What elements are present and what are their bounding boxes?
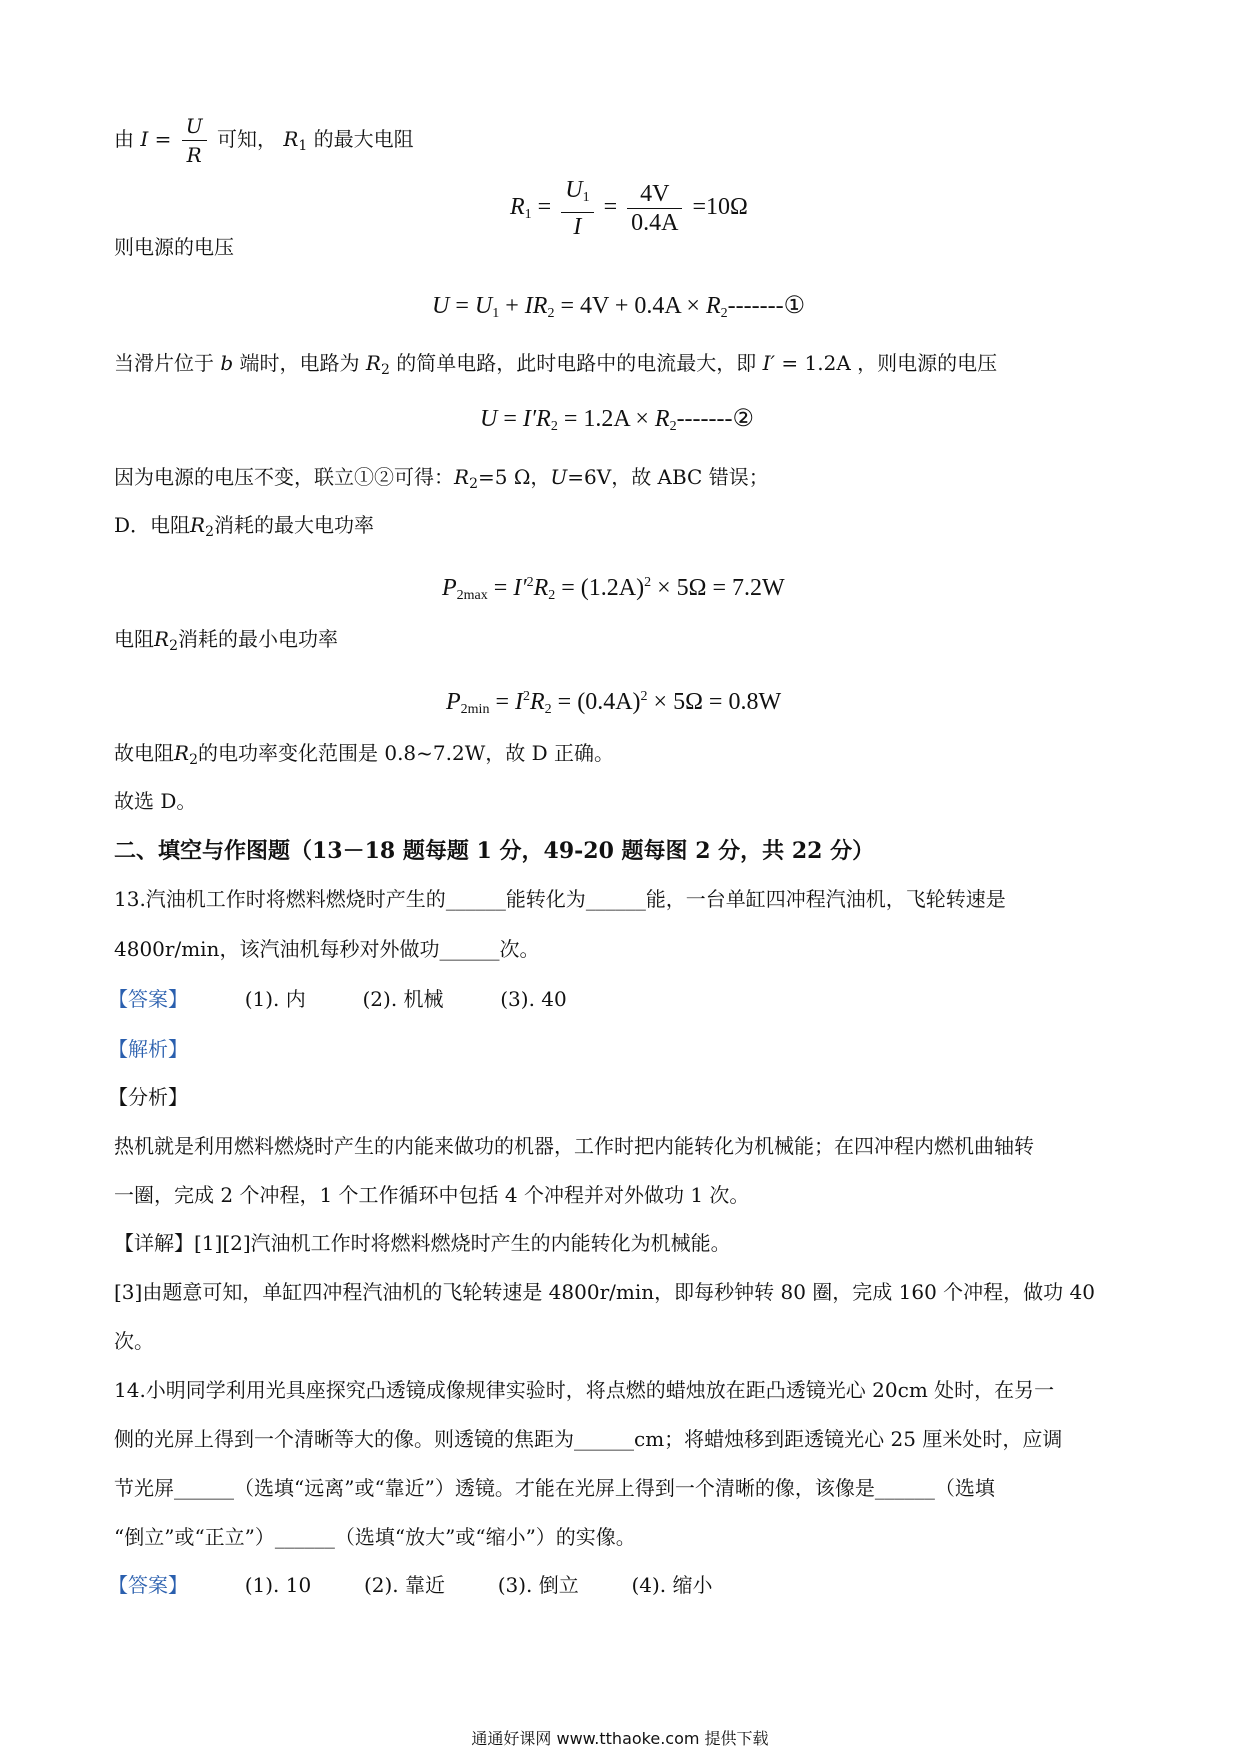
symbol: I bbox=[140, 127, 149, 151]
question-13-line-1 bbox=[114, 884, 1006, 914]
subscript: 2 bbox=[189, 752, 198, 768]
text-line-7 bbox=[114, 738, 614, 775]
blank: ______ bbox=[274, 1525, 335, 1549]
subscript: 2 bbox=[548, 588, 556, 603]
fraction bbox=[627, 180, 682, 237]
blank: ______ bbox=[445, 887, 506, 911]
text: 当滑片位于 bbox=[114, 351, 214, 375]
text: 故电阻 bbox=[114, 741, 174, 765]
text: 侧的光屏上得到一个清晰等大的像。则透镜的焦距为 bbox=[114, 1427, 574, 1451]
text: “倒立”或“正立”） bbox=[114, 1525, 275, 1549]
text: 能转化为 bbox=[505, 887, 586, 911]
subscript: 2 bbox=[547, 306, 555, 321]
symbol: U bbox=[550, 465, 568, 489]
question-13-line-2 bbox=[114, 934, 539, 964]
symbol: R bbox=[654, 406, 670, 432]
numerator: U bbox=[565, 177, 583, 203]
text-line-5 bbox=[114, 510, 374, 547]
question-14-line-1: 14.小明同学利用光具座探究凸透镜成像规律实验时，将点燃的蜡烛放在距凸透镜光心 20cm 处时，在另一 bbox=[114, 1378, 1055, 1402]
equation-mark: -------① bbox=[727, 293, 806, 319]
text: ，则电源的电压 bbox=[857, 351, 998, 375]
symbol: R bbox=[536, 406, 551, 432]
blank: ______ bbox=[174, 1476, 234, 1500]
answer-item: (1). 内 bbox=[244, 987, 306, 1011]
subscript: 2min bbox=[460, 702, 490, 717]
blank: ______ bbox=[439, 937, 500, 961]
text: 次。 bbox=[499, 937, 540, 961]
text: 的电功率变化范围是 0.8~7.2W，故 D 正确。 bbox=[197, 741, 615, 765]
text: = 4V + 0.4A × bbox=[560, 293, 700, 319]
text: 的最大电阻 bbox=[313, 127, 414, 151]
equation-mark: -------② bbox=[676, 406, 755, 432]
fenxi-label: 【分析】 bbox=[108, 1085, 188, 1109]
subscript: 2 bbox=[544, 702, 552, 717]
blank: ______ bbox=[574, 1427, 634, 1451]
answer-13 bbox=[108, 984, 567, 1014]
subscript: 1 bbox=[524, 207, 532, 223]
symbol: I bbox=[515, 689, 523, 715]
symbol: I′ bbox=[513, 575, 527, 601]
text-line-3 bbox=[114, 348, 997, 385]
symbol: R bbox=[530, 689, 545, 715]
equation-1: $U = U_1 + IR_2 = 4V + 0.4A$ × $R_2-------①$ bbox=[432, 293, 806, 321]
subscript: 2max bbox=[456, 588, 488, 603]
text: 端时，电路为 bbox=[239, 351, 360, 375]
text-line-1: 由 I = $\frac{U}{R}$ 可知， $R_1$ 的最大电阻 bbox=[114, 114, 414, 167]
text-line-8: 故选 D。 bbox=[114, 789, 197, 813]
text: × 5Ω = 7.2W bbox=[657, 575, 785, 601]
question-14-line-3 bbox=[114, 1473, 995, 1503]
paragraph-4: [3]由题意可知，单缸四冲程汽油机的飞轮转速是 4800r/min，即每秒钟转 80 圈，完成 160 个冲程，做功 40 bbox=[114, 1280, 1095, 1304]
answer-14 bbox=[108, 1570, 713, 1600]
symbol: I bbox=[524, 293, 533, 319]
text: 由 bbox=[114, 127, 134, 151]
symbol: b bbox=[220, 351, 234, 375]
blank: ______ bbox=[585, 887, 646, 911]
symbol: I′ bbox=[762, 351, 776, 375]
text-line-6 bbox=[114, 624, 338, 661]
text: 的简单电路，此时电路中的电流最大，即 bbox=[396, 351, 757, 375]
symbol: R bbox=[174, 741, 190, 765]
paragraph-5: 次。 bbox=[114, 1329, 154, 1353]
symbol: U bbox=[432, 293, 450, 319]
symbol: P bbox=[442, 575, 457, 601]
text: =5 Ω， bbox=[477, 465, 551, 489]
paragraph-3: 【详解】[1][2]汽油机工作时将燃料燃烧时产生的内能转化为机械能。 bbox=[114, 1231, 731, 1255]
subscript: 2 bbox=[380, 362, 390, 378]
subscript: 1 bbox=[492, 306, 500, 321]
analysis-label: 【解析】 bbox=[108, 1037, 188, 1061]
subscript: 2 bbox=[469, 476, 478, 492]
answer-item: (3). 40 bbox=[500, 987, 567, 1011]
text: cm；将蜡烛移到距透镜光心 25 厘米处时，应调 bbox=[634, 1427, 1063, 1451]
text: 可知， bbox=[216, 127, 277, 151]
symbol: P bbox=[446, 689, 461, 715]
symbol: R bbox=[454, 465, 470, 489]
text: （选填“远离”或“靠近”）透镜。才能在光屏上得到一个清晰的像，该像是 bbox=[234, 1476, 875, 1500]
text: = (0.4A) bbox=[557, 689, 641, 715]
subscript: 1 bbox=[298, 138, 308, 154]
fraction bbox=[561, 176, 593, 241]
result: =10Ω bbox=[692, 194, 748, 221]
subscript: 2 bbox=[205, 524, 215, 540]
text: D．电阻 bbox=[114, 513, 191, 537]
denominator: R bbox=[186, 143, 202, 167]
text: 节光屏 bbox=[114, 1476, 174, 1500]
denominator: I bbox=[573, 214, 582, 240]
symbol: I′ bbox=[522, 406, 537, 432]
answer-item: (3). 倒立 bbox=[497, 1573, 579, 1597]
text: 4800r/min，该汽油机每秒对外做功 bbox=[114, 937, 440, 961]
symbol: R bbox=[510, 194, 525, 221]
superscript: 2 bbox=[523, 689, 530, 704]
answer-item: (2). 靠近 bbox=[363, 1573, 445, 1597]
text: × 5Ω = 0.8W bbox=[653, 689, 782, 715]
paragraph-1: 热机就是利用燃料燃烧时产生的内能来做功的机器，工作时把内能转化为机械能；在四冲程内燃机曲轴转 bbox=[114, 1134, 1034, 1158]
text: = (1.2A) bbox=[561, 575, 645, 601]
text: 电阻 bbox=[114, 627, 154, 651]
subscript: 2 bbox=[169, 638, 178, 654]
symbol: R bbox=[705, 293, 721, 319]
paragraph-2: 一圈，完成 2 个冲程，1 个工作循环中包括 4 个冲程并对外做功 1 次。 bbox=[114, 1183, 750, 1207]
symbol: R bbox=[532, 293, 548, 319]
symbol: R bbox=[154, 627, 170, 651]
fraction bbox=[182, 112, 207, 169]
text: 因为电源的电压不变，联立①②可得： bbox=[114, 465, 454, 489]
subscript: 2 bbox=[720, 306, 728, 321]
text: 能，一台单缸四冲程汽油机，飞轮转速是 bbox=[645, 887, 1006, 911]
text: 消耗的最小电功率 bbox=[177, 627, 338, 651]
symbol: U bbox=[474, 293, 493, 319]
text: =6V，故 ABC 错误； bbox=[567, 465, 769, 489]
blank: ______ bbox=[874, 1476, 935, 1500]
symbol: R bbox=[533, 575, 549, 601]
equation-2: $U = I'R_2 = 1.2A$ × $R_2-------②$ bbox=[480, 406, 755, 434]
answer-item: (1). 10 bbox=[244, 1573, 312, 1597]
section-heading: 二、填空与作图题（13－18 题每题 1 分，49-20 题每图 2 分，共 22 分） bbox=[114, 838, 875, 864]
subscript: 2 bbox=[550, 419, 558, 434]
numerator: U bbox=[185, 114, 203, 138]
equation-3: $P_{2max} = I'^2R_2 = (1.2A)^2 \times 5\Omega = 7.2W$ bbox=[442, 575, 785, 603]
text-line-2: 则电源的电压 bbox=[114, 235, 234, 259]
symbol: R bbox=[190, 513, 206, 537]
answer-label: 【答案】 bbox=[108, 1573, 188, 1597]
superscript: 2 bbox=[640, 689, 648, 704]
text: = 1.2A bbox=[781, 351, 851, 375]
text-line-4 bbox=[114, 462, 769, 499]
text: 13.汽油机工作时将燃料燃烧时产生的 bbox=[114, 887, 446, 911]
text: 消耗的最大电功率 bbox=[214, 513, 375, 537]
symbol: U bbox=[480, 406, 498, 432]
text: （选填“放大”或“缩小”）的实像。 bbox=[334, 1525, 636, 1549]
question-14-line-2 bbox=[114, 1424, 1062, 1454]
superscript: 2 bbox=[644, 575, 652, 590]
subscript: 2 bbox=[669, 419, 677, 434]
answer-item: (2). 机械 bbox=[362, 987, 444, 1011]
subscript: 1 bbox=[582, 190, 590, 205]
answer-label: 【答案】 bbox=[108, 987, 188, 1011]
page-footer: 通通好课网 www.tthaoke.com 提供下载 bbox=[471, 1729, 769, 1748]
equation-4: $P_{2min} = I^2R_2 = (0.4A)^2 \times 5\Omega = 0.8W$ bbox=[446, 689, 782, 717]
numerator: 4V bbox=[627, 180, 682, 209]
symbol: R bbox=[283, 127, 299, 151]
symbol: R bbox=[365, 351, 381, 375]
text: = 1.2A × bbox=[563, 406, 649, 432]
answer-item: (4). 缩小 bbox=[631, 1573, 713, 1597]
equation-r1: $R_1$ = $\frac{U_1}{I}$ = $\frac{4V}{0.4A}$ =10Ω bbox=[510, 177, 748, 240]
question-14-line-4 bbox=[114, 1522, 636, 1552]
text: （选填 bbox=[934, 1476, 995, 1500]
denominator: 0.4A bbox=[631, 210, 679, 236]
superscript: 2 bbox=[526, 575, 534, 590]
